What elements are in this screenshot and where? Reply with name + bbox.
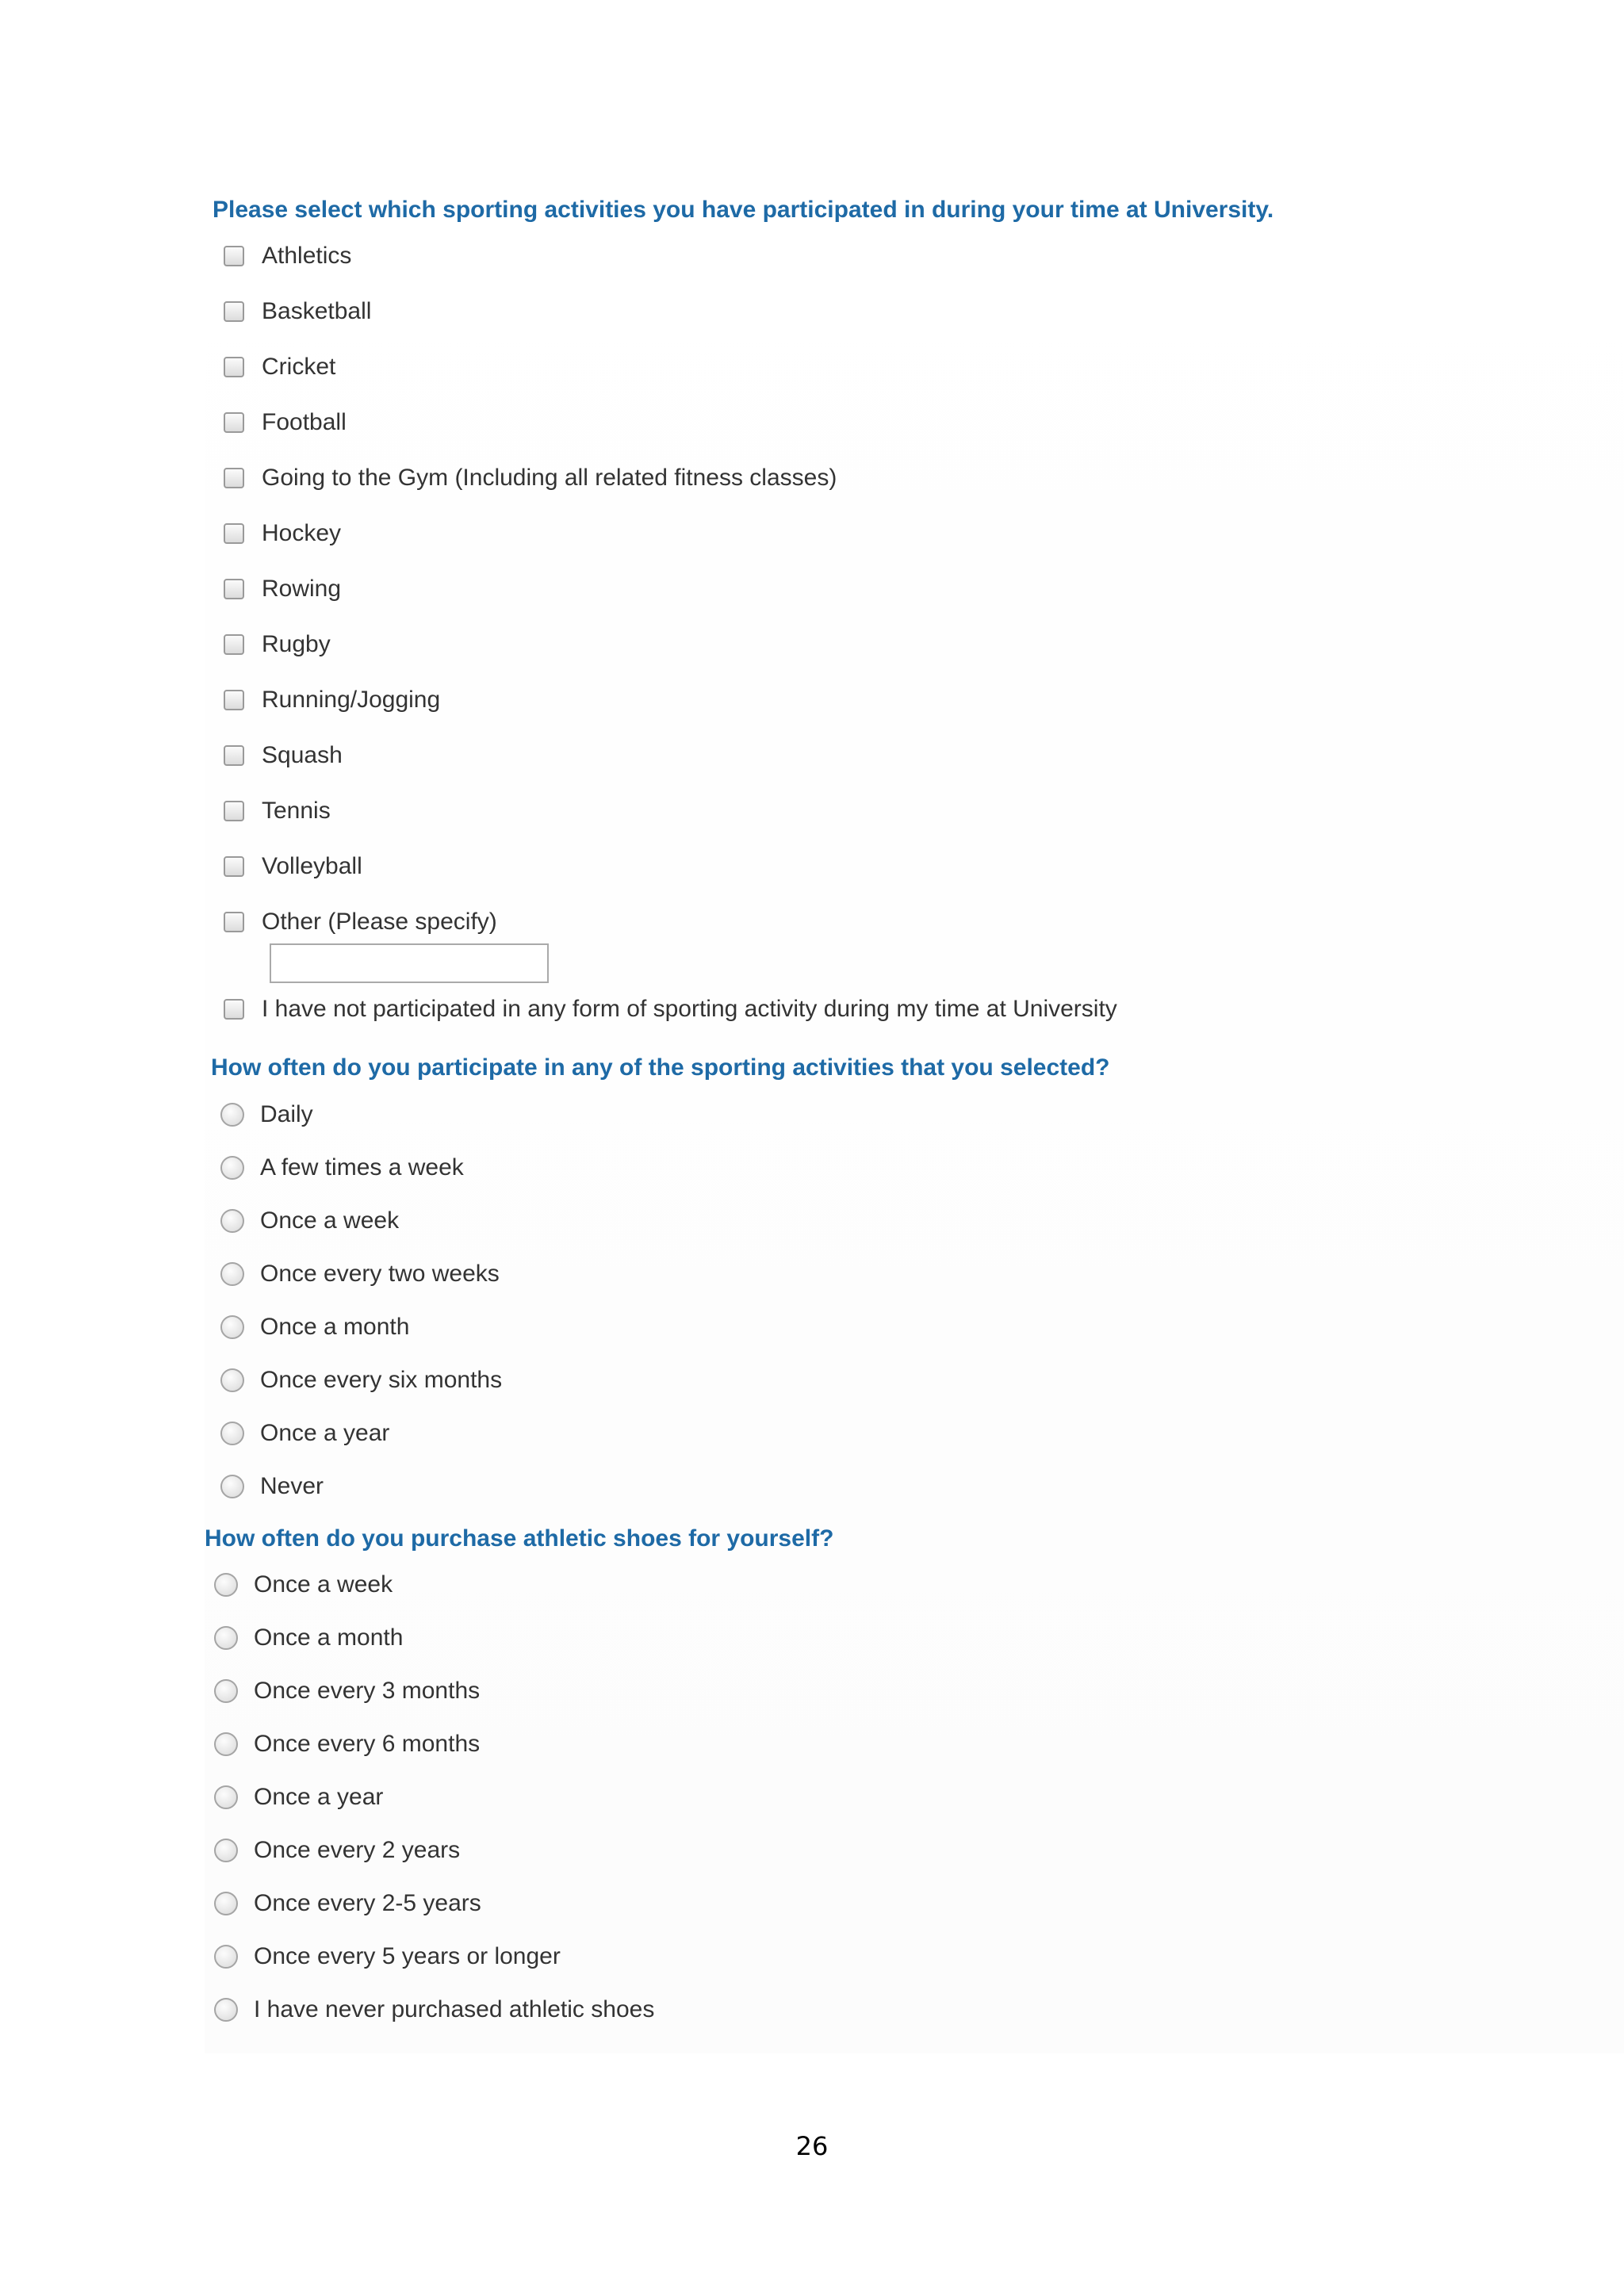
checkbox[interactable] — [224, 301, 244, 322]
option-label: Tennis — [262, 798, 331, 824]
option-label: Once every two weeks — [260, 1261, 500, 1287]
option-label: Once every 2-5 years — [254, 1890, 481, 1916]
option-label: Athletics — [262, 243, 352, 269]
radio-button[interactable] — [220, 1262, 244, 1286]
option-label: Rugby — [262, 631, 331, 657]
option-label: Once a week — [260, 1207, 400, 1234]
checkbox-option-basketball[interactable] — [224, 298, 371, 325]
option-label: Running/Jogging — [262, 687, 441, 713]
radio-button[interactable] — [220, 1422, 244, 1445]
option-label: Never — [260, 1473, 324, 1499]
radio-option-shoes-5-years-longer[interactable] — [214, 1943, 561, 1970]
radio-button[interactable] — [220, 1315, 244, 1339]
checkbox-option-running[interactable] — [224, 687, 440, 714]
option-label: Cricket — [262, 354, 336, 380]
radio-option-shoes-once-month[interactable] — [214, 1624, 403, 1651]
option-label: Daily — [260, 1101, 313, 1127]
option-label: Rowing — [262, 576, 342, 602]
checkbox[interactable] — [224, 468, 244, 488]
survey-panel — [205, 182, 1624, 2053]
checkbox[interactable] — [224, 801, 244, 821]
option-label: Other (Please specify) — [262, 909, 497, 935]
checkbox-option-athletics[interactable] — [224, 243, 351, 270]
radio-button[interactable] — [214, 1945, 238, 1969]
option-label: I have never purchased athletic shoes — [254, 1996, 655, 2022]
option-label: Once every 3 months — [254, 1678, 481, 1704]
checkbox[interactable] — [224, 412, 244, 433]
option-label: Football — [262, 409, 347, 435]
radio-button[interactable] — [220, 1156, 244, 1180]
option-label: Once every 5 years or longer — [254, 1943, 561, 1969]
radio-option-daily[interactable] — [220, 1101, 313, 1128]
checkbox[interactable] — [224, 912, 244, 932]
other-specify-input[interactable] — [270, 943, 549, 983]
radio-option-once-month[interactable] — [220, 1314, 409, 1341]
radio-option-once-week[interactable] — [220, 1207, 399, 1234]
radio-button[interactable] — [214, 1892, 238, 1915]
checkbox[interactable] — [224, 579, 244, 599]
option-label: Once every 2 years — [254, 1837, 461, 1863]
radio-option-shoes-6-months[interactable] — [214, 1731, 480, 1758]
checkbox-option-tennis[interactable] — [224, 798, 331, 825]
option-label: Going to the Gym (Including all related fitness classes) — [262, 465, 837, 491]
option-label: Once a year — [254, 1784, 384, 1810]
checkbox-option-football[interactable] — [224, 409, 347, 436]
checkbox-option-volleyball[interactable] — [224, 853, 362, 880]
checkbox-option-rugby[interactable] — [224, 631, 331, 658]
checkbox[interactable] — [224, 856, 244, 877]
option-label: Once a month — [254, 1624, 404, 1651]
checkbox[interactable] — [224, 523, 244, 544]
option-label: A few times a week — [260, 1154, 464, 1181]
radio-button[interactable] — [220, 1368, 244, 1392]
radio-button[interactable] — [220, 1209, 244, 1233]
radio-button[interactable] — [214, 1998, 238, 2022]
radio-button[interactable] — [214, 1839, 238, 1862]
checkbox[interactable] — [224, 634, 244, 655]
checkbox-option-rowing[interactable] — [224, 576, 341, 603]
option-label: Basketball — [262, 298, 372, 324]
checkbox-option-cricket[interactable] — [224, 354, 335, 381]
checkbox-option-none[interactable] — [224, 996, 1117, 1023]
option-label: Volleyball — [262, 853, 362, 879]
page-number: 26 — [795, 2131, 829, 2161]
radio-option-shoes-once-week[interactable] — [214, 1571, 393, 1598]
option-label: I have not participated in any form of sporting activity during my time at University — [262, 996, 1117, 1022]
checkbox[interactable] — [224, 745, 244, 766]
radio-button[interactable] — [214, 1626, 238, 1650]
radio-option-never[interactable] — [220, 1473, 324, 1500]
radio-option-shoes-3-months[interactable] — [214, 1678, 480, 1705]
radio-option-two-weeks[interactable] — [220, 1261, 500, 1288]
checkbox[interactable] — [224, 357, 244, 377]
checkbox[interactable] — [224, 999, 244, 1020]
radio-button[interactable] — [220, 1475, 244, 1498]
radio-option-six-months[interactable] — [220, 1367, 502, 1394]
checkbox[interactable] — [224, 246, 244, 266]
option-label: Once every six months — [260, 1367, 503, 1393]
question-1-title: Please select which sporting activities you have participated in during your time at University. — [213, 197, 1274, 223]
radio-button[interactable] — [220, 1103, 244, 1127]
checkbox-option-hockey[interactable] — [224, 520, 341, 547]
question-3-title: How often do you purchase athletic shoes for yourself? — [205, 1525, 834, 1552]
radio-option-shoes-2-years[interactable] — [214, 1837, 460, 1864]
option-label: Once a year — [260, 1420, 390, 1446]
checkbox-option-other[interactable] — [224, 909, 497, 936]
radio-option-once-year[interactable] — [220, 1420, 389, 1447]
radio-option-shoes-2-5-years[interactable] — [214, 1890, 481, 1917]
checkbox-option-squash[interactable] — [224, 742, 343, 769]
radio-button[interactable] — [214, 1679, 238, 1703]
radio-option-shoes-once-year[interactable] — [214, 1784, 383, 1811]
radio-button[interactable] — [214, 1785, 238, 1809]
radio-option-shoes-never[interactable] — [214, 1996, 654, 2023]
checkbox-option-gym[interactable] — [224, 465, 837, 492]
radio-button[interactable] — [214, 1732, 238, 1756]
checkbox[interactable] — [224, 690, 244, 710]
option-label: Once a month — [260, 1314, 410, 1340]
option-label: Hockey — [262, 520, 342, 546]
question-2-title: How often do you participate in any of the sporting activities that you selected? — [211, 1054, 1110, 1081]
radio-option-few-times-week[interactable] — [220, 1154, 464, 1181]
option-label: Once a week — [254, 1571, 393, 1598]
radio-button[interactable] — [214, 1573, 238, 1597]
option-label: Squash — [262, 742, 343, 768]
option-label: Once every 6 months — [254, 1731, 481, 1757]
